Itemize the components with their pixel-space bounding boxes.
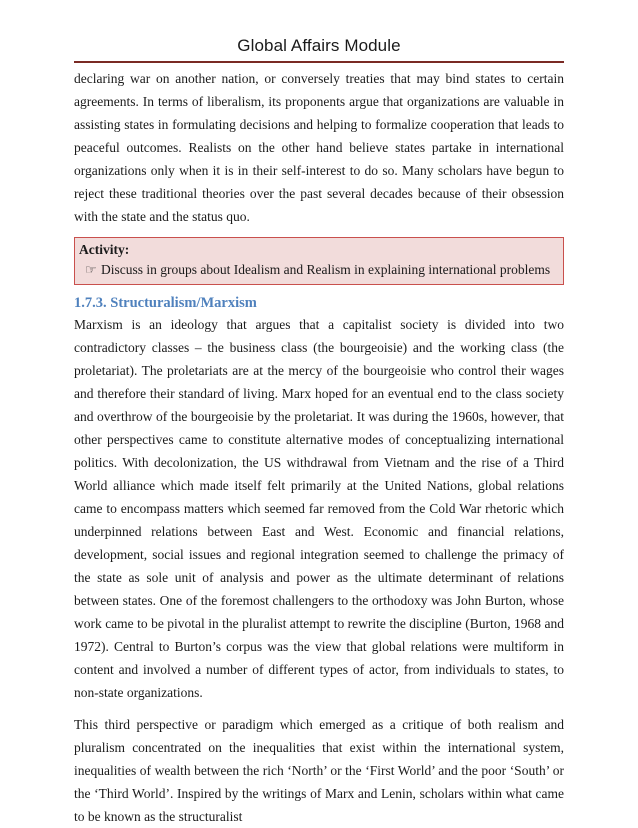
header-divider [74,61,564,63]
activity-title: Activity: [79,242,130,257]
intro-paragraph: declaring war on another nation, or conversely treaties that may bind states to certain agreements. In terms of liberalism, its proponents argue that organizations are valuable in assisting states in formulating decisions and helping to formalize cooperation that leads to peaceful outcomes. Realists on the other hand believe states partake in international organizations only when it is in their self-interest to do so. Many scholars have begun to reject these traditional theories over the past several decades because of their obsession with the state and the status quo. [74,71,564,224]
activity-item-text: Discuss in groups about Idealism and Realism in explaining international problems [101,262,551,277]
marxism-paragraph: Marxism is an ideology that argues that a capitalist society is divided into two contradictory classes – the business class (the bourgeoisie) and the working class (the proletariat). The proletariats are at the mercy of the bourgeoisie who control their wages and therefore their standard of living. Marx hoped for an eventual end to the class society and overthrow of the bourgeoisie by the proletariat. It was during the 1960s, however, that other perspectives came to constitute alternative modes of conceptualizing international politics. With decolonization, the US withdrawal from Vietnam and the rise of a Third World alliance which made itself felt primarily at the United Nations, global relations came to encompass matters which seemed far removed from the Cold War rhetoric which underpinned relations between East and West. Economic and financial relations, development, social issues and regional integration seemed to challenge the primacy of the state as sole unit of analysis and power as the ultimate determinant of relations between states. One of the foremost challengers to the orthodoxy was John Burton, whose work came to be pivotal in the pluralist attempt to rewrite the discipline (Burton, 1968 and 1972). Central to Burton’s corpus was the view that global relations were multiform in content and involved a number of different types of actor, from individuals to states, to non-state organizations. [74,317,564,700]
pointing-hand-icon: ☞ [85,262,97,277]
section-heading: 1.7.3. Structuralism/Marxism [74,295,257,311]
activity-box [74,237,564,285]
page-header-title: Global Affairs Module [237,36,401,55]
activity-item [79,260,559,280]
third-perspective-paragraph: This third perspective or paradigm which emerged as a critique of both realism and pluralism concentrated on the inequalities that exist within the international system, inequalities of wealth between the rich ‘North’ or the ‘First World’ and the poor ‘South’ or the ‘Third World’. Inspired by the writings of Marx and Lenin, scholars within what came to be known as the structuralist [74,717,564,824]
page-content [74,64,564,828]
